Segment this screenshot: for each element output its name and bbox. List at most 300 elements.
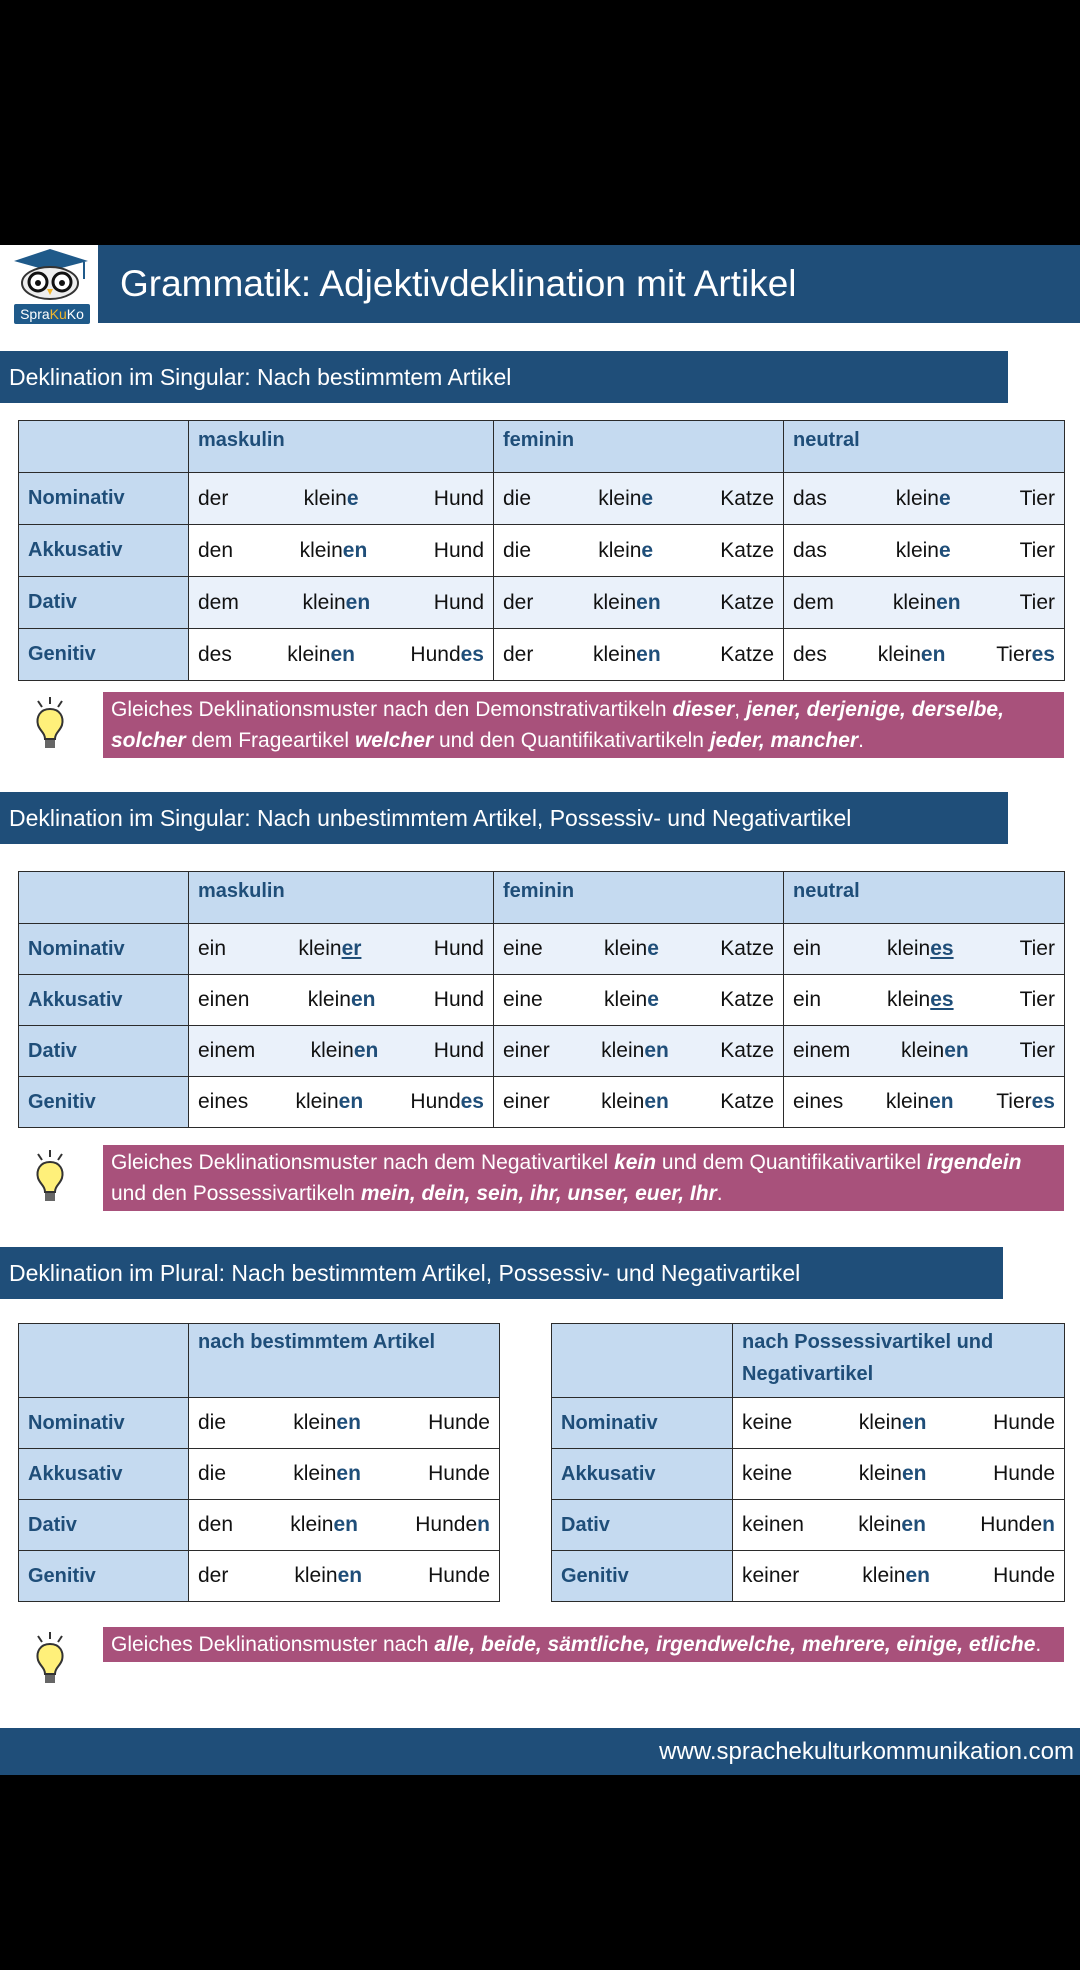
declension-cell (784, 975, 1065, 1026)
phrase (503, 988, 774, 1012)
declension-cell (189, 525, 494, 577)
word-ending: e (641, 538, 654, 562)
word-stem: keine (742, 1411, 793, 1434)
word-stem: Katze (720, 590, 774, 614)
declension-cell (189, 975, 494, 1026)
phrase (742, 1462, 1055, 1486)
word-ending: en (336, 1462, 361, 1485)
word (410, 643, 484, 667)
declension-cell (784, 577, 1065, 629)
note-text: Gleiches Deklinationsmuster nach (111, 1633, 435, 1656)
word-stem: der (198, 486, 229, 510)
case-label-genitiv: Genitiv (552, 1551, 733, 1602)
case-label-akkusativ: Akkusativ (19, 525, 189, 577)
word (1020, 591, 1055, 615)
word-stem: einem (793, 1039, 851, 1062)
word (793, 643, 827, 667)
word-stem: Tier (1019, 590, 1055, 614)
word-ending: en (944, 1039, 969, 1062)
word (428, 1411, 490, 1435)
word-stem: Katze (720, 538, 774, 562)
case-label-dativ: Dativ (19, 1500, 189, 1551)
phrase (742, 1513, 1055, 1537)
word-ending: en (337, 1564, 363, 1587)
column-header-feminin: feminin (494, 421, 784, 473)
word-stem: klein (885, 1090, 930, 1113)
word (198, 1090, 248, 1114)
word-ending: e (641, 486, 654, 510)
word (503, 1090, 550, 1114)
word-stem: klein (294, 1564, 338, 1587)
table-row (19, 1551, 500, 1602)
word (598, 487, 653, 511)
word-stem: klein (592, 642, 637, 666)
case-label-nominativ: Nominativ (19, 924, 189, 975)
word-stem: Hunde (980, 1513, 1043, 1536)
word (1020, 487, 1055, 511)
word-stem: klein (293, 1411, 337, 1434)
word-stem: klein (862, 1564, 906, 1587)
declension-cell (784, 924, 1065, 975)
word (1020, 1039, 1055, 1063)
word (198, 1513, 233, 1537)
declension-cell (733, 1398, 1065, 1449)
word-ending: er (341, 937, 362, 960)
word-stem: eine (503, 937, 543, 960)
word (503, 591, 533, 615)
table-plural-possessive (551, 1323, 1065, 1602)
word-stem: klein (887, 937, 931, 960)
note-emphasis: welcher (354, 729, 434, 752)
word-stem: Hunde (415, 1513, 478, 1536)
phrase (793, 643, 1055, 667)
word (198, 1564, 228, 1588)
declension-cell (733, 1551, 1065, 1602)
phrase (198, 1462, 490, 1486)
word-stem: des (793, 642, 827, 666)
word (996, 1090, 1055, 1114)
declension-cell (189, 1077, 494, 1128)
word-stem: das (793, 486, 827, 510)
column-header-maskulin: maskulin (189, 421, 494, 473)
word (300, 539, 368, 563)
word-stem: einer (503, 1039, 550, 1062)
word-ending: en (636, 642, 661, 666)
word (993, 1411, 1055, 1435)
declension-cell (189, 1449, 500, 1500)
case-label-akkusativ: Akkusativ (19, 1449, 189, 1500)
word (294, 1564, 362, 1588)
word-ending: en (644, 1090, 669, 1113)
word-stem: einen (198, 988, 250, 1011)
phrase (793, 487, 1055, 511)
word-stem: Hund (410, 642, 461, 666)
word-stem: Katze (720, 1090, 774, 1113)
phrase (198, 1513, 490, 1537)
word (434, 591, 484, 615)
word (598, 539, 653, 563)
header-corner (19, 872, 189, 924)
word (1020, 937, 1055, 961)
header-row (552, 1324, 1065, 1398)
phrase (198, 487, 484, 511)
word-stem: Tier (1019, 988, 1055, 1011)
note-plural (103, 1627, 1064, 1662)
declension-cell (189, 629, 494, 681)
word-stem: Hund (433, 486, 484, 510)
word (720, 487, 774, 511)
case-label-genitiv: Genitiv (19, 1077, 189, 1128)
note-emphasis: dieser (672, 698, 735, 721)
word-ending: en (338, 1090, 364, 1113)
word-stem: Hunde (993, 1564, 1055, 1587)
worksheet-page (0, 245, 1080, 1775)
word (503, 539, 531, 563)
word (1020, 539, 1055, 563)
page-title: Grammatik: Adjektivdeklination mit Artikel (98, 245, 1080, 323)
word (896, 539, 951, 563)
word-ending: en (350, 988, 376, 1011)
note-text: und dem Quantifikativartikel (656, 1151, 927, 1174)
word-stem: klein (604, 988, 648, 1011)
header-row (19, 1324, 500, 1398)
declension-cell (189, 1500, 500, 1551)
case-label-dativ: Dativ (19, 577, 189, 629)
word-stem: klein (892, 590, 937, 614)
column-header-maskulin: maskulin (189, 872, 494, 924)
word (1020, 988, 1055, 1012)
word-stem: Katze (720, 1039, 774, 1062)
word (887, 988, 954, 1012)
word-stem: klein (298, 937, 342, 960)
word (295, 1090, 363, 1114)
word (893, 591, 961, 615)
header-corner (552, 1324, 733, 1398)
word-stem: klein (290, 1513, 334, 1536)
table-row (19, 1449, 500, 1500)
word-stem: klein (303, 486, 347, 510)
word (993, 1564, 1055, 1588)
declension-cell (784, 525, 1065, 577)
word-ending: e (647, 988, 659, 1011)
word (886, 1090, 954, 1114)
table-row (19, 473, 1065, 525)
word-ending: en (644, 1039, 669, 1062)
word-stem: dem (198, 590, 239, 614)
phrase (793, 937, 1055, 961)
word-stem: die (503, 538, 532, 562)
word-ending: es (930, 937, 954, 960)
word-stem: klein (895, 538, 939, 562)
word (503, 1039, 550, 1063)
note-singular-definite (103, 692, 1064, 758)
table-row (552, 1398, 1065, 1449)
lightbulb-icon (30, 1148, 70, 1208)
declension-cell (784, 1026, 1065, 1077)
word (434, 1039, 484, 1063)
column-header: nach Possessivartikel und Negativartikel (733, 1324, 1065, 1398)
word (720, 591, 774, 615)
word-stem: Hunde (993, 1411, 1055, 1434)
word-stem: Hund (433, 590, 484, 614)
word (593, 591, 661, 615)
header-row (19, 872, 1065, 924)
word-stem: klein (858, 1513, 902, 1536)
word-stem: klein (598, 486, 642, 510)
word-stem: eine (503, 988, 543, 1011)
phrase (742, 1564, 1055, 1588)
declension-cell (784, 473, 1065, 525)
word-ending: en (902, 1411, 927, 1434)
declension-cell (784, 629, 1065, 681)
word-ending: es (460, 1090, 484, 1113)
word (862, 1564, 930, 1588)
word-ending: en (336, 1411, 361, 1434)
table-row (19, 1500, 500, 1551)
word-stem: das (793, 538, 827, 562)
case-label-akkusativ: Akkusativ (19, 975, 189, 1026)
word (287, 643, 355, 667)
table-row (19, 1077, 1065, 1128)
phrase (198, 1411, 490, 1435)
phrase (198, 539, 484, 563)
declension-cell (494, 924, 784, 975)
note-text: und den Quantifikativartikeln (433, 729, 710, 752)
word-stem: klein (877, 642, 921, 666)
word-stem: klein (287, 642, 331, 666)
phrase (793, 1090, 1055, 1114)
section-header-plural: Deklination im Plural: Nach bestimmtem Artikel, Possessiv- und Negativartikel (0, 1247, 1003, 1299)
declension-cell (494, 473, 784, 525)
word-stem: klein (295, 1090, 339, 1113)
word-ending: en (333, 1513, 359, 1536)
word (859, 1462, 927, 1486)
case-label-akkusativ: Akkusativ (552, 1449, 733, 1500)
word-stem: Tier (996, 642, 1032, 666)
declension-cell (189, 924, 494, 975)
table-singular-definite (18, 420, 1065, 681)
declension-cell (494, 525, 784, 577)
word-stem: Hunde (993, 1462, 1055, 1485)
word-stem: klein (310, 1039, 354, 1062)
phrase (793, 1039, 1055, 1063)
word (415, 1513, 490, 1537)
header-corner (19, 1324, 189, 1398)
word (434, 988, 484, 1012)
phrase (503, 591, 774, 615)
note-text: Gleiches Deklinationsmuster nach dem Negativartikel (111, 1151, 615, 1174)
word-ending: e (346, 486, 359, 510)
note-emphasis: jener, derjenige, derselbe, solcher (111, 698, 1004, 752)
table-row (19, 924, 1065, 975)
column-header-neutral: neutral (784, 872, 1065, 924)
table-singular-indefinite (18, 871, 1065, 1128)
word-stem: die (503, 486, 532, 510)
note-text: . (1035, 1633, 1042, 1656)
word-stem: klein (887, 988, 931, 1011)
note-emphasis: kein (614, 1151, 657, 1174)
table-row (19, 975, 1065, 1026)
note-text: , (734, 698, 746, 721)
declension-cell (494, 577, 784, 629)
word-stem: Hund (433, 988, 484, 1011)
word (593, 643, 661, 667)
word (308, 988, 376, 1012)
word-ending: es (460, 642, 484, 666)
word (198, 937, 226, 961)
phrase (503, 1090, 774, 1114)
header-corner (19, 421, 189, 473)
word-stem: keinen (742, 1513, 804, 1536)
declension-cell (189, 1551, 500, 1602)
case-label-nominativ: Nominativ (19, 1398, 189, 1449)
word-stem: eines (198, 1090, 249, 1113)
table-row (19, 1026, 1065, 1077)
word-stem: klein (858, 1411, 902, 1434)
word (996, 643, 1055, 667)
word (720, 1090, 774, 1114)
phrase (198, 591, 484, 615)
word-stem: Katze (720, 988, 774, 1011)
word (793, 487, 827, 511)
word-stem: ein (793, 988, 822, 1011)
word-stem: Hunde (428, 1462, 490, 1485)
owl-graduate-icon (4, 249, 94, 305)
word-stem: den (198, 538, 234, 562)
word-ending: n (1042, 1513, 1055, 1536)
word-stem: Tier (1019, 538, 1055, 562)
word-stem: einer (503, 1090, 550, 1113)
word (793, 988, 821, 1012)
declension-cell (189, 1026, 494, 1077)
case-label-nominativ: Nominativ (552, 1398, 733, 1449)
word-stem: ein (793, 937, 822, 960)
word-stem: die (198, 1411, 227, 1434)
word-stem: ein (198, 937, 227, 960)
word-stem: klein (901, 1039, 945, 1062)
word-ending: es (1031, 642, 1055, 666)
note-text: . (716, 1182, 723, 1205)
lightbulb-icon (30, 1630, 70, 1690)
declension-cell (784, 1077, 1065, 1128)
word-ending: en (901, 1513, 926, 1536)
word (434, 487, 484, 511)
word (793, 1039, 850, 1063)
word-stem: Katze (720, 642, 774, 666)
column-header-neutral: neutral (784, 421, 1065, 473)
word-stem: eines (793, 1090, 844, 1113)
declension-cell (494, 629, 784, 681)
word-stem: Hunde (428, 1564, 490, 1587)
section-header-singular-definite: Deklination im Singular: Nach bestimmtem Artikel (0, 351, 1008, 403)
word-ending: en (342, 538, 368, 562)
word (901, 1039, 969, 1063)
declension-cell (494, 1026, 784, 1077)
word-stem: klein (858, 1462, 902, 1485)
word-stem: Tier (996, 1090, 1032, 1113)
word (198, 539, 233, 563)
word-stem: klein (299, 538, 343, 562)
word-stem: klein (307, 988, 351, 1011)
table-row (552, 1449, 1065, 1500)
word (720, 937, 774, 961)
word-ending: en (345, 590, 371, 614)
phrase (793, 591, 1055, 615)
word-ending: en (902, 1462, 927, 1485)
word-ending: en (936, 590, 961, 614)
word (503, 988, 543, 1012)
word-ending: es (1031, 1090, 1055, 1113)
phrase (503, 487, 774, 511)
word-stem: keiner (742, 1564, 800, 1587)
word-stem: klein (601, 1090, 645, 1113)
phrase (198, 1090, 484, 1114)
word (434, 937, 484, 961)
word (878, 643, 946, 667)
word (793, 591, 834, 615)
declension-cell (733, 1449, 1065, 1500)
word (793, 937, 821, 961)
word-stem: der (503, 642, 534, 666)
word-ending: en (330, 642, 355, 666)
case-label-dativ: Dativ (19, 1026, 189, 1077)
word-ending: en (905, 1564, 931, 1587)
phrase (793, 539, 1055, 563)
word-stem: klein (601, 1039, 645, 1062)
word-stem: Katze (720, 937, 774, 960)
word-ending: e (647, 937, 659, 960)
declension-cell (733, 1500, 1065, 1551)
word (428, 1462, 490, 1486)
word-stem: klein (895, 486, 939, 510)
lightbulb-icon (30, 695, 70, 755)
word-stem: klein (604, 937, 648, 960)
declension-cell (189, 577, 494, 629)
table-row (19, 1398, 500, 1449)
footer-url: www.sprachekulturkommunikation.com (0, 1728, 1080, 1775)
word-stem: klein (293, 1462, 337, 1485)
note-emphasis: irgendein (926, 1151, 1022, 1174)
table-row (552, 1551, 1065, 1602)
word (604, 937, 659, 961)
word (311, 1039, 379, 1063)
word (720, 643, 774, 667)
note-text: dem Frageartikel (185, 729, 355, 752)
note-text: Gleiches Deklinationsmuster nach den Demonstrativartikeln (111, 698, 673, 721)
table-row (19, 525, 1065, 577)
word (604, 988, 659, 1012)
word (304, 487, 359, 511)
word (601, 1039, 669, 1063)
note-emphasis: alle, beide, sämtliche, irgendwelche, mehrere, einige, etliche (434, 1633, 1036, 1656)
word (503, 487, 531, 511)
word (410, 1090, 484, 1114)
phrase (198, 937, 484, 961)
word (742, 1513, 804, 1537)
note-text: . (858, 729, 864, 752)
word-stem: den (198, 1513, 234, 1536)
word (198, 591, 239, 615)
word (298, 937, 361, 961)
declension-cell (494, 975, 784, 1026)
word (428, 1564, 490, 1588)
word (302, 591, 370, 615)
word-stem: klein (592, 590, 637, 614)
word (896, 487, 951, 511)
table-row (19, 577, 1065, 629)
header-row (19, 421, 1065, 473)
word (793, 1090, 843, 1114)
